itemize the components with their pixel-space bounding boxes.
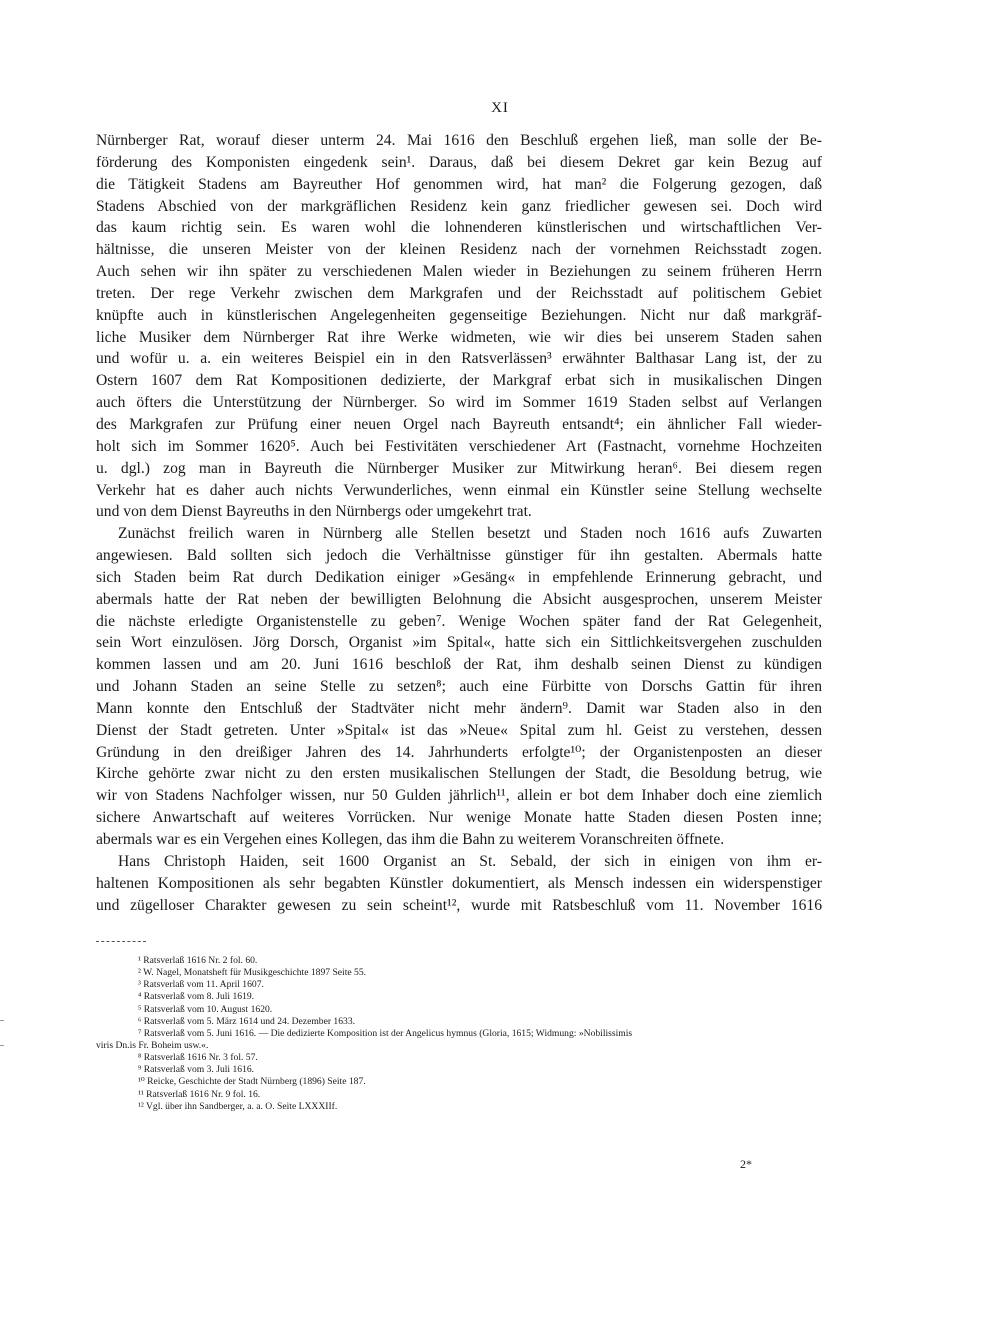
body-line: Ostern 1607 dem Rat Kompositionen dedizierte, der Markgraf erbat sich in musikalischen Dingen [96, 372, 822, 390]
body-line: Verkehr hat es daher auch nichts Verwunderliches, wenn einmal ein Künstler seine Stellung wechselte [96, 481, 822, 499]
footnote: ¹ Ratsverlaß 1616 Nr. 2 fol. 60. [138, 955, 258, 966]
footnote: ³ Ratsverlaß vom 11. April 1607. [138, 979, 264, 991]
body-line: Mann konnte den Entschluß der Stadtväter nicht mehr ändern⁹. Damit war Staden also in den [96, 699, 822, 717]
footnote: ⁹ Ratsverlaß vom 3. Juli 1616. [138, 1064, 255, 1076]
page-number: XI [491, 100, 509, 116]
body-line: auch öfters die Unterstützung der Nürnberger. So wird im Sommer 1619 Staden selbst auf Verlangen [96, 394, 822, 412]
body-line: sich Staden beim Rat durch Dedikation einiger »Gesäng« in empfehlende Erinnerung gebracht, und [96, 568, 822, 586]
footnote: ⁴ Ratsverlaß vom 8. Juli 1619. [138, 991, 255, 1003]
body-line: liche Musiker dem Nürnberger Rat ihre Werke widmeten, wie wir dies bei unserem Staden sahen [96, 328, 822, 346]
body-line: und zügelloser Charakter gewesen zu sein scheint¹², wurde mit Ratsbeschluß vom 11. November 1616 [96, 896, 822, 914]
body-text [96, 130, 822, 916]
body-line: holt sich im Sommer 1620⁵. Auch bei Festivitäten verschiedener Art (Fastnacht, vornehme Hochzeiten [96, 437, 822, 455]
footnote: ⁷ Ratsverlaß vom 5. Juni 1616. — Die dedizierte Komposition ist der Angelicus hymnus (Gloria, 1615; Widmung: »Nobilissimis [138, 1027, 633, 1039]
signature-mark: 2* [740, 1157, 752, 1171]
margin-mark [0, 1045, 4, 1046]
footnotes [96, 955, 822, 1113]
body-line: abermals hatte der Rat neben der bewilligten Belohnung die Absicht ausgesprochen, unserem Meister [96, 590, 822, 608]
footnote-rule [96, 941, 146, 942]
footnote: ⁶ Ratsverlaß vom 5. März 1614 und 24. Dezember 1633. [138, 1015, 356, 1027]
body-line: Hans Christoph Haiden, seit 1600 Organist an St. Sebald, der sich in einigen von ihm er- [118, 852, 822, 870]
body-line: förderung des Komponisten eingedenk sein¹. Daraus, daß bei diesem Dekret gar kein Bezug auf [96, 153, 822, 171]
body-line: das kaum richtig sein. Es waren wohl die lohnenderen künstlerischen und wirtschaftlichen Ver- [96, 219, 822, 237]
body-line: treten. Der rege Verkehr zwischen dem Markgrafen und der Reichsstadt auf politischem Gebiet [96, 284, 822, 302]
body-line: kommen lassen und am 20. Juni 1616 beschloß der Rat, ihm deshalb seinen Dienst zu kündigen [96, 656, 822, 674]
body-line: Auch sehen wir ihn später zu verschiedenen Malen wieder in Beziehungen zu seinem früheren Herrn [96, 263, 822, 281]
footnote: ⁸ Ratsverlaß 1616 Nr. 3 fol. 57. [138, 1052, 258, 1064]
body-line: knüpfte auch in künstlerischen Angelegenheiten gegenseitige Beziehungen. Nicht nur daß markgräf- [96, 306, 822, 324]
footnote: ¹² Vgl. über ihn Sandberger, a. a. O. Seite LXXXIIf. [138, 1100, 338, 1112]
body-line: wir von Stadens Nachfolger wissen, nur 50 Gulden jährlich¹¹, allein er bot dem Inhaber doch eine ziemlich [96, 787, 822, 805]
footnote: viris Dn.is Fr. Boheim usw.«. [96, 1039, 209, 1051]
body-line: sein Wort einzulösen. Jörg Dorsch, Organist »im Spital«, hatte sich ein Sittlichkeitsvergehen zuschulden [96, 634, 822, 652]
body-line: Zunächst freilich waren in Nürnberg alle Stellen besetzt und Staden noch 1616 aufs Zuwarten [118, 525, 822, 543]
body-line: und wofür u. a. ein weiteres Beispiel ein in den Ratsverlässen³ erwähnter Balthasar Lang ist, der zu [96, 350, 822, 368]
body-line: u. dgl.) zog man in Bayreuth die Nürnberger Musiker zur Mitwirkung heran⁶. Bei diesem regen [96, 459, 822, 477]
body-line: und von dem Dienst Bayreuths in den Nürnbergs oder umgekehrt trat. [96, 503, 532, 521]
body-line: Dienst der Stadt getreten. Unter »Spital« ist das »Neue« Spital zum hl. Geist zu verstehen, dessen [96, 721, 822, 739]
footnote: ⁵ Ratsverlaß vom 10. August 1620. [138, 1003, 273, 1015]
body-line: des Markgrafen zur Prüfung einer neuen Orgel nach Bayreuth entsandt⁴; ein ähnlicher Fall wieder- [96, 415, 822, 433]
body-line: die nächste erledigte Organistenstelle zu geben⁷. Wenige Wochen später fand der Rat Gelegenheit, [96, 612, 822, 630]
body-line: die Tätigkeit Stadens am Bayreuther Hof genommen wird, hat man² die Folgerung gezogen, daß [96, 175, 822, 193]
margin-mark [0, 1020, 4, 1021]
body-line: hältnisse, die unseren Meister von der kleinen Residenz nach der vornehmen Reichsstadt zogen. [96, 241, 822, 259]
body-line: und Johann Staden an seine Stelle zu setzen⁸; auch eine Fürbitte von Dorschs Gattin für ihren [96, 678, 822, 696]
body-line: Gründung in den dreißiger Jahren des 14. Jahrhunderts erfolgte¹⁰; der Organistenposten an dieser [96, 743, 822, 761]
body-line: abermals war es ein Vergehen eines Kollegen, das ihm die Bahn zu weiterem Voranschreiten öffnete. [96, 831, 725, 848]
body-line: haltenen Kompositionen als sehr begabten Künstler dokumentiert, als Mensch indessen ein widerspenstiger [96, 874, 822, 892]
body-line: angewiesen. Bald sollten sich jedoch die Verhältnisse günstiger für ihn gestalten. Abermals hatte [96, 547, 822, 565]
footnote: ¹⁰ Reicke, Geschichte der Stadt Nürnberg (1896) Seite 187. [138, 1076, 366, 1088]
body-line: sichere Anwartschaft auf weiteres Vorrücken. Nur wenige Monate hatte Staden diesen Posten inne; [96, 809, 822, 827]
body-line: Nürnberger Rat, worauf dieser unterm 24. Mai 1616 den Beschluß ergehen ließ, man solle der Be- [96, 132, 822, 149]
body-line: Kirche gehörte zwar nicht zu den ersten musikalischen Stellungen der Stadt, die Besoldung betrug, wie [96, 765, 822, 783]
footnote: ² W. Nagel, Monatsheft für Musikgeschichte 1897 Seite 55. [138, 967, 367, 979]
body-line: Stadens Abschied von der markgräflichen Residenz kein ganz friedlicher gewesen sei. Doch wird [96, 197, 822, 215]
footnote: ¹¹ Ratsverlaß 1616 Nr. 9 fol. 16. [138, 1088, 261, 1100]
